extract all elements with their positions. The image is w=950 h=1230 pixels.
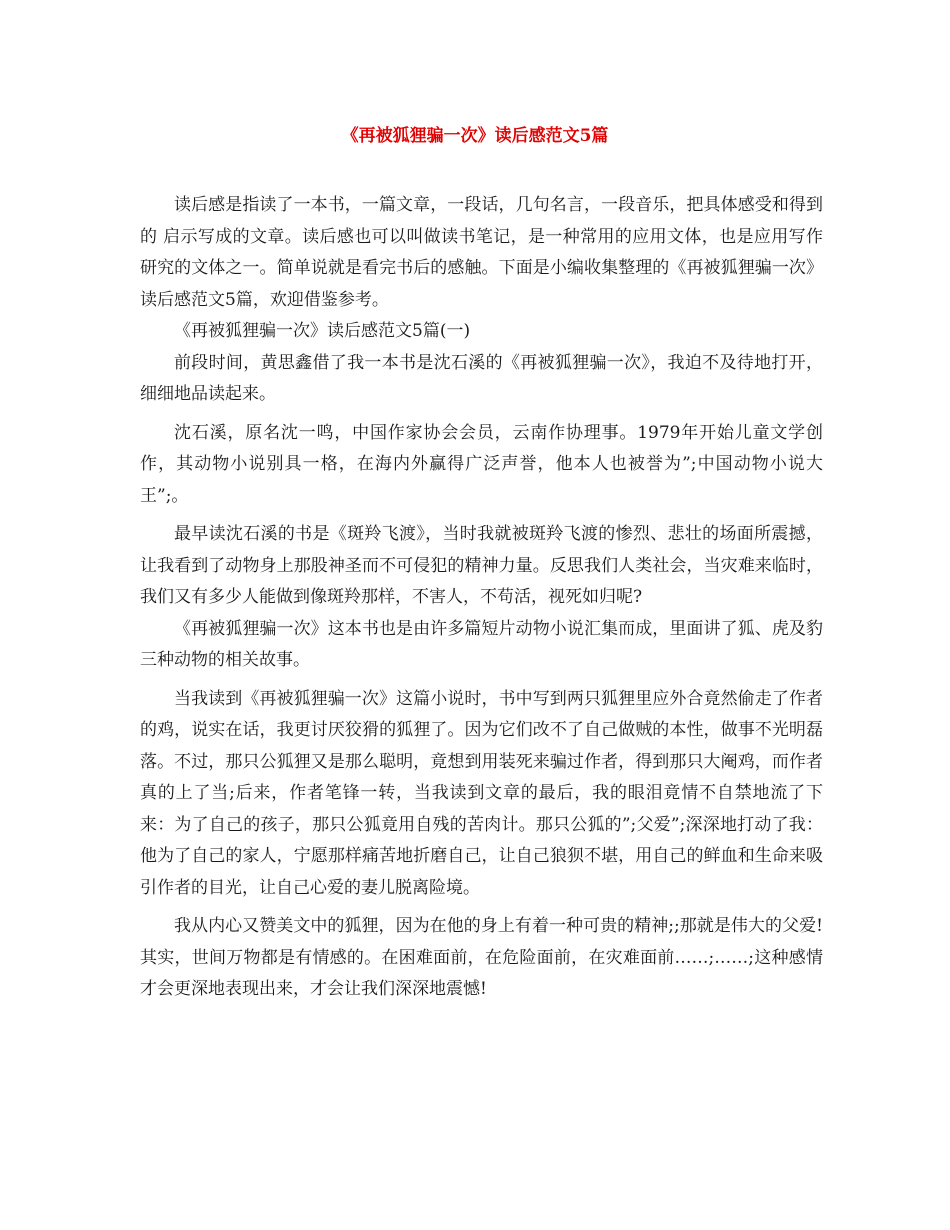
paragraph-heading-one: 《再被狐狸骗一次》读后感范文5篇(一) bbox=[174, 321, 471, 341]
paragraph: 最早读沈石溪的书是《斑羚飞渡》，当时我就被斑羚飞渡的惨烈、悲壮的场面所震撼，让我看到了动物身上那股神圣而不可侵犯的精神力量。反思我们人类社会，当灾难来临时，我们又有多少人能做到像斑羚那样，不害人，不苟活，视死如归呢? bbox=[140, 524, 823, 607]
paragraph: 前段时间，黄思鑫借了我一本书是沈石溪的《再被狐狸骗一次》，我迫不及待地打开，细细地品读起来。 bbox=[140, 352, 823, 404]
paragraph: 沈石溪，原名沈一鸣，中国作家协会会员，云南作协理事。1979年开始儿童文学创作，其动物小说别具一格，在海内外赢得广泛声誉，他本人也被誉为”;中国动物小说大王”;。 bbox=[140, 422, 823, 506]
paragraph: 我从内心又赞美文中的狐狸，因为在他的身上有着一种可贵的精神;;那就是伟大的父爱!其实，世间万物都是有情感的。在困难面前，在危险面前，在灾难面前……;……;这种感情才会更深地表现出来，才会让我们深深地震憾! bbox=[140, 916, 823, 999]
paragraph-intro: 读后感是指读了一本书，一篇文章，一段话，几句名言，一段音乐，把具体感受和得到的 启示写成的文章。读后感也可以叫做读书笔记，是一种常用的应用文体，也是应用写作研究的文体之一。简单说就是看完书后的感触。下面是小编收集整理的《再被狐狸骗一次》读后感范文5篇，欢迎借鉴参考。 bbox=[140, 195, 823, 310]
paragraph: 《再被狐狸骗一次》这本书也是由许多篇短片动物小说汇集而成，里面讲了狐、虎及豹三种动物的相关故事。 bbox=[140, 618, 823, 670]
paragraph: 当我读到《再被狐狸骗一次》这篇小说时，书中写到两只狐狸里应外合竟然偷走了作者的鸡，说实在话，我更讨厌狡猾的狐狸了。因为它们改不了自己做贼的本性，做事不光明磊落。不过，那只公狐狸又是那么聪明，竟想到用装死来骗过作者，得到那只大阉鸡，而作者真的上了当;后来，作者笔锋一转，当我读到文章的最后，我的眼泪竟情不自禁地流了下来：为了自己的孩子，那只公狐竟用自残的苦肉计。那只公狐的”;父爱”;深深地打动了我：他为了自己的家人，宁愿那样痛苦地折磨自己，让自己狼狈不堪，用自己的鲜血和生命来吸引作者的目光，让自己心爱的妻儿脱离险境。 bbox=[140, 688, 823, 898]
document-title: 《再被狐狸骗一次》读后感范文5篇 bbox=[341, 126, 609, 146]
document-body bbox=[140, 190, 823, 1006]
